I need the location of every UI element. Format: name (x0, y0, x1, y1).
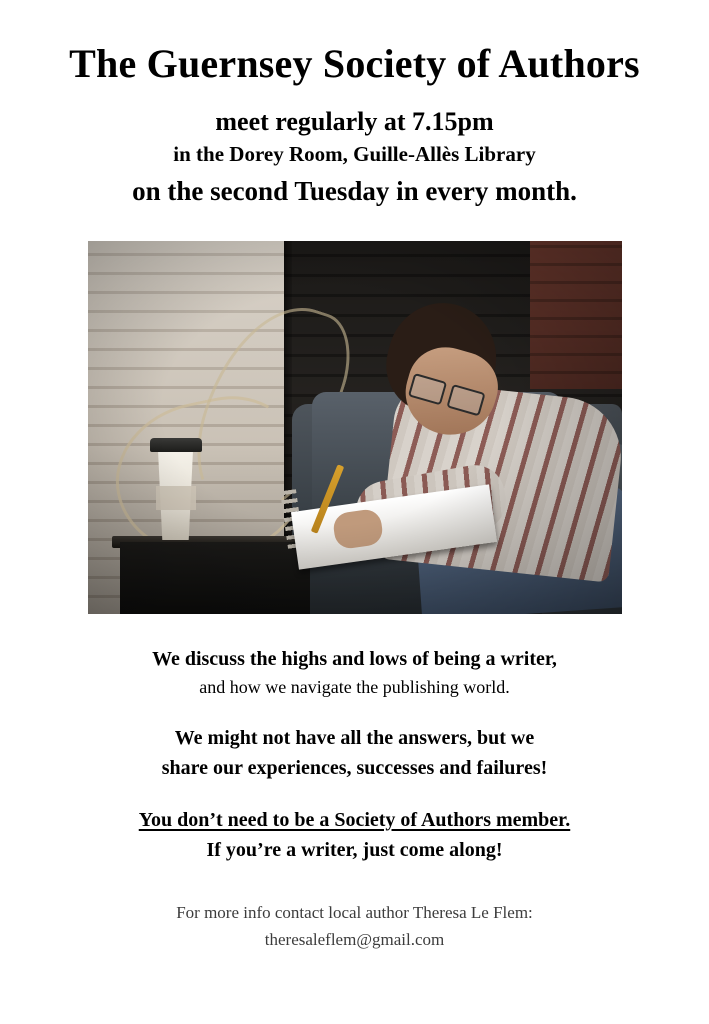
body-line-4: share our experiences, successes and failures! (161, 757, 548, 780)
writer-photo (88, 241, 622, 614)
contact-email[interactable]: theresaleflem@gmail.com (264, 930, 445, 950)
contact-line: For more info contact local author Theresa Le Flem: (176, 903, 533, 923)
schedule-line: on the second Tuesday in every month. (132, 175, 577, 206)
membership-note: You don’t need to be a Society of Authors member. (138, 809, 571, 832)
poster-body (0, 644, 709, 865)
paragraph-spacer (0, 701, 709, 723)
venue-line: in the Dorey Room, Guille-Allès Library (173, 142, 536, 167)
body-line-2: and how we navigate the publishing world. (199, 677, 510, 698)
paragraph-spacer-2 (0, 783, 709, 805)
coffee-cup-sleeve (156, 486, 196, 510)
body-line-3: We might not have all the answers, but we (174, 727, 535, 750)
red-brick-patch (530, 241, 622, 389)
photo-scene (88, 241, 622, 614)
page-title: The Guernsey Society of Authors (69, 41, 640, 86)
poster-header (0, 42, 709, 211)
contact-block (176, 899, 533, 953)
coffee-cup-lid (150, 438, 202, 452)
body-line-1: We discuss the highs and lows of being a writer, (152, 648, 557, 671)
call-to-action: If you’re a writer, just come along! (206, 839, 503, 862)
meeting-time-line: meet regularly at 7.15pm (215, 107, 494, 136)
side-table (120, 542, 310, 614)
